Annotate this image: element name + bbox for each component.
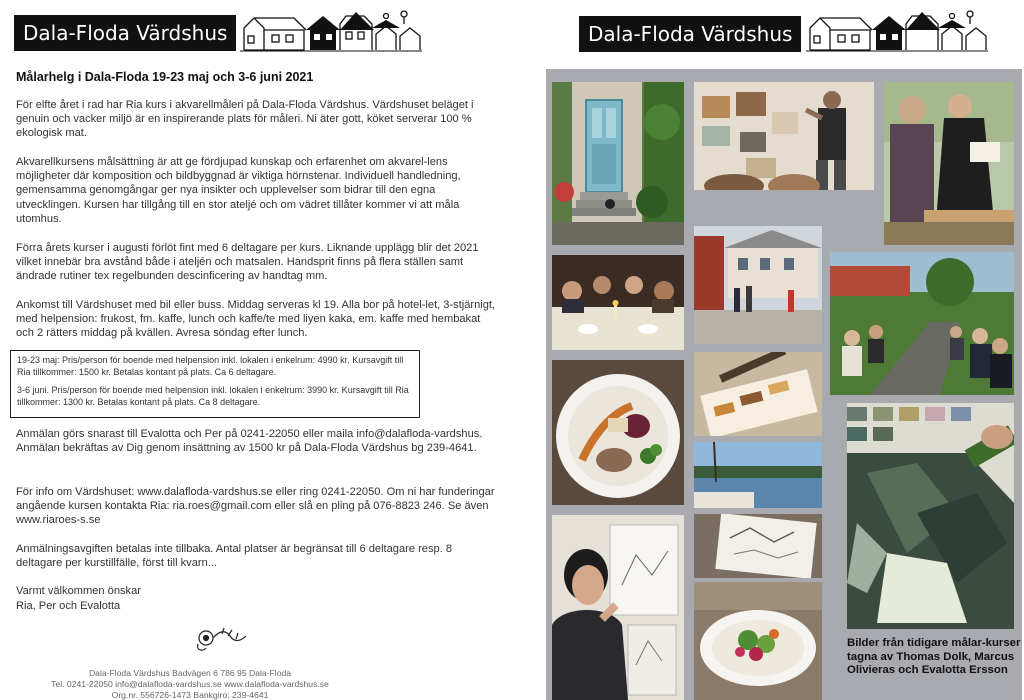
- photo-watercolor-painting: [847, 403, 1014, 629]
- price-june: 3-6 juni. Pris/person för boende med helpension inkl. lokalen i enkelrum: 3990 kr. Kursavgift till Ria tillkommer: 1300 kr. Betalas kontant på plats. Ca 8 deltagare.: [17, 385, 409, 407]
- price-may: 19-23 maj: Pris/person för boende med helpension inkl. lokalen i enkelrum: 4990 kr. Kursavgift till Ria tillkommer: 1500 kr. Betalas kontant på plats. Ca 6 deltagare.: [17, 355, 404, 377]
- last-year-paragraph: Förra årets kurser i augusti förlöt fint med 6 deltagare per kurs. Liknande upplägg blir det 2021 vilket innebär bra avstånd både i ateljén och matsalen. Handsprit finns på flera ställen samt ändrade rutiner tex regelbunden descinficering av handtag mm.: [16, 242, 479, 283]
- footer-org: Org.nr. 556726-1473 Bankgiro: 239-4641: [111, 690, 269, 700]
- fee-paragraph: Anmälningsavgiften betalas inte tillbaka. Antal platser är begränsat till 6 deltagare resp. 8 deltagare per kurstillfälle, först till kvarn...: [16, 543, 452, 570]
- village-houses-logo-right: [806, 6, 988, 52]
- brand-title: Dala-Floda Värdshus: [14, 15, 236, 51]
- photo-salad-plate: [694, 582, 822, 700]
- photo-plated-dish: [552, 360, 684, 505]
- price-box: [10, 350, 420, 418]
- photo-painting-wall: [694, 82, 874, 190]
- course-goal-paragraph: Akvarellkursens målsättning är att ge fördjupad kunskap och erfarenhet om akvarel-lens möjligheter där komposition och bildbyggnad är viktiga hörnstenar. Individuell handledning, gemensamma genomgångar ger nya insikter och upplevelser som bidrar till den egna utvecklingen. Kursen har tillgång till en stor ateljé och om vädret tillåter kommer vi att måla utomhus.: [16, 156, 461, 225]
- arrival-paragraph: Ankomst till Värdshuset med bil eller buss. Middag serveras kl 19. Alla bor på hotel-let, 3-stjärnigt, med helpension: frukost, fm. kaffe, lunch och kaffe/te med liyen kaka, em. kaffe med hembakat och 2 rätters middag på kvällen. Avresa söndag efter lunch.: [16, 299, 496, 340]
- photo-outdoor-table: [830, 252, 1014, 395]
- photo-village-walk: [694, 226, 822, 344]
- photo-woman-drawing: [552, 515, 684, 700]
- closing-signature: Ria, Per och Evalotta: [16, 600, 121, 612]
- photo-caption: Bilder från tidigare målar-kurser tagna av Thomas Dolk, Marcus Olivieras och Evalotta Ersson: [847, 637, 1021, 677]
- course-heading: Målarhelg i Dala-Floda 19-23 maj och 3-6 juni 2021: [16, 70, 314, 84]
- photo-door-entrance: [552, 82, 684, 245]
- registration-paragraph: Anmälan görs snarast till Evalotta och Per på 0241-22050 eller maila info@dalafloda-vardshus. Anmälan bekräftas av Dig genom insättning av 1500 kr på Dala-Floda Värdshus bg 239-4641.: [16, 428, 483, 455]
- intro-paragraph: För elfte året i rad har Ria kurs i akvarellmåleri på Dala-Floda Värdshus. Värdshuset beläget i genuin och vacker miljö är en inspirerande plats för måleri. Ni äter gott, köket serverar 100 % ekologisk mat.: [16, 99, 474, 140]
- village-houses-logo: [240, 6, 422, 52]
- photo-collage: [546, 69, 1022, 700]
- photo-dinner-table: [552, 255, 684, 350]
- footer-contact: Tel. 0241-22050 info@dalafloda-vardshus.se www.dalafloda-vardshus.se: [51, 679, 329, 689]
- info-paragraph: För info om Värdshuset: www.dalafloda-vardshus.se eller ring 0241-22050. Om ni har funderingar angående kursen kontakta Ria: ria.roes@gmail.com eller slå en pling på 076-8823 246. Se även www.riaroes-s.se: [16, 486, 495, 527]
- right-page: [512, 0, 1024, 700]
- flower-ornament-icon: [192, 624, 248, 654]
- footer-address: Dala-Floda Värdshus Badvägen 6 786 95 Dala-Floda: [88, 668, 292, 678]
- brand-title-right: Dala-Floda Värdshus: [579, 16, 801, 52]
- photo-women-outdoors: [884, 82, 1014, 245]
- photo-sketchbook: [694, 514, 822, 578]
- photo-lake-view: [694, 442, 822, 508]
- closing-greeting: Varmt välkommen önskar: [16, 585, 141, 597]
- photo-paint-palette: [694, 352, 822, 436]
